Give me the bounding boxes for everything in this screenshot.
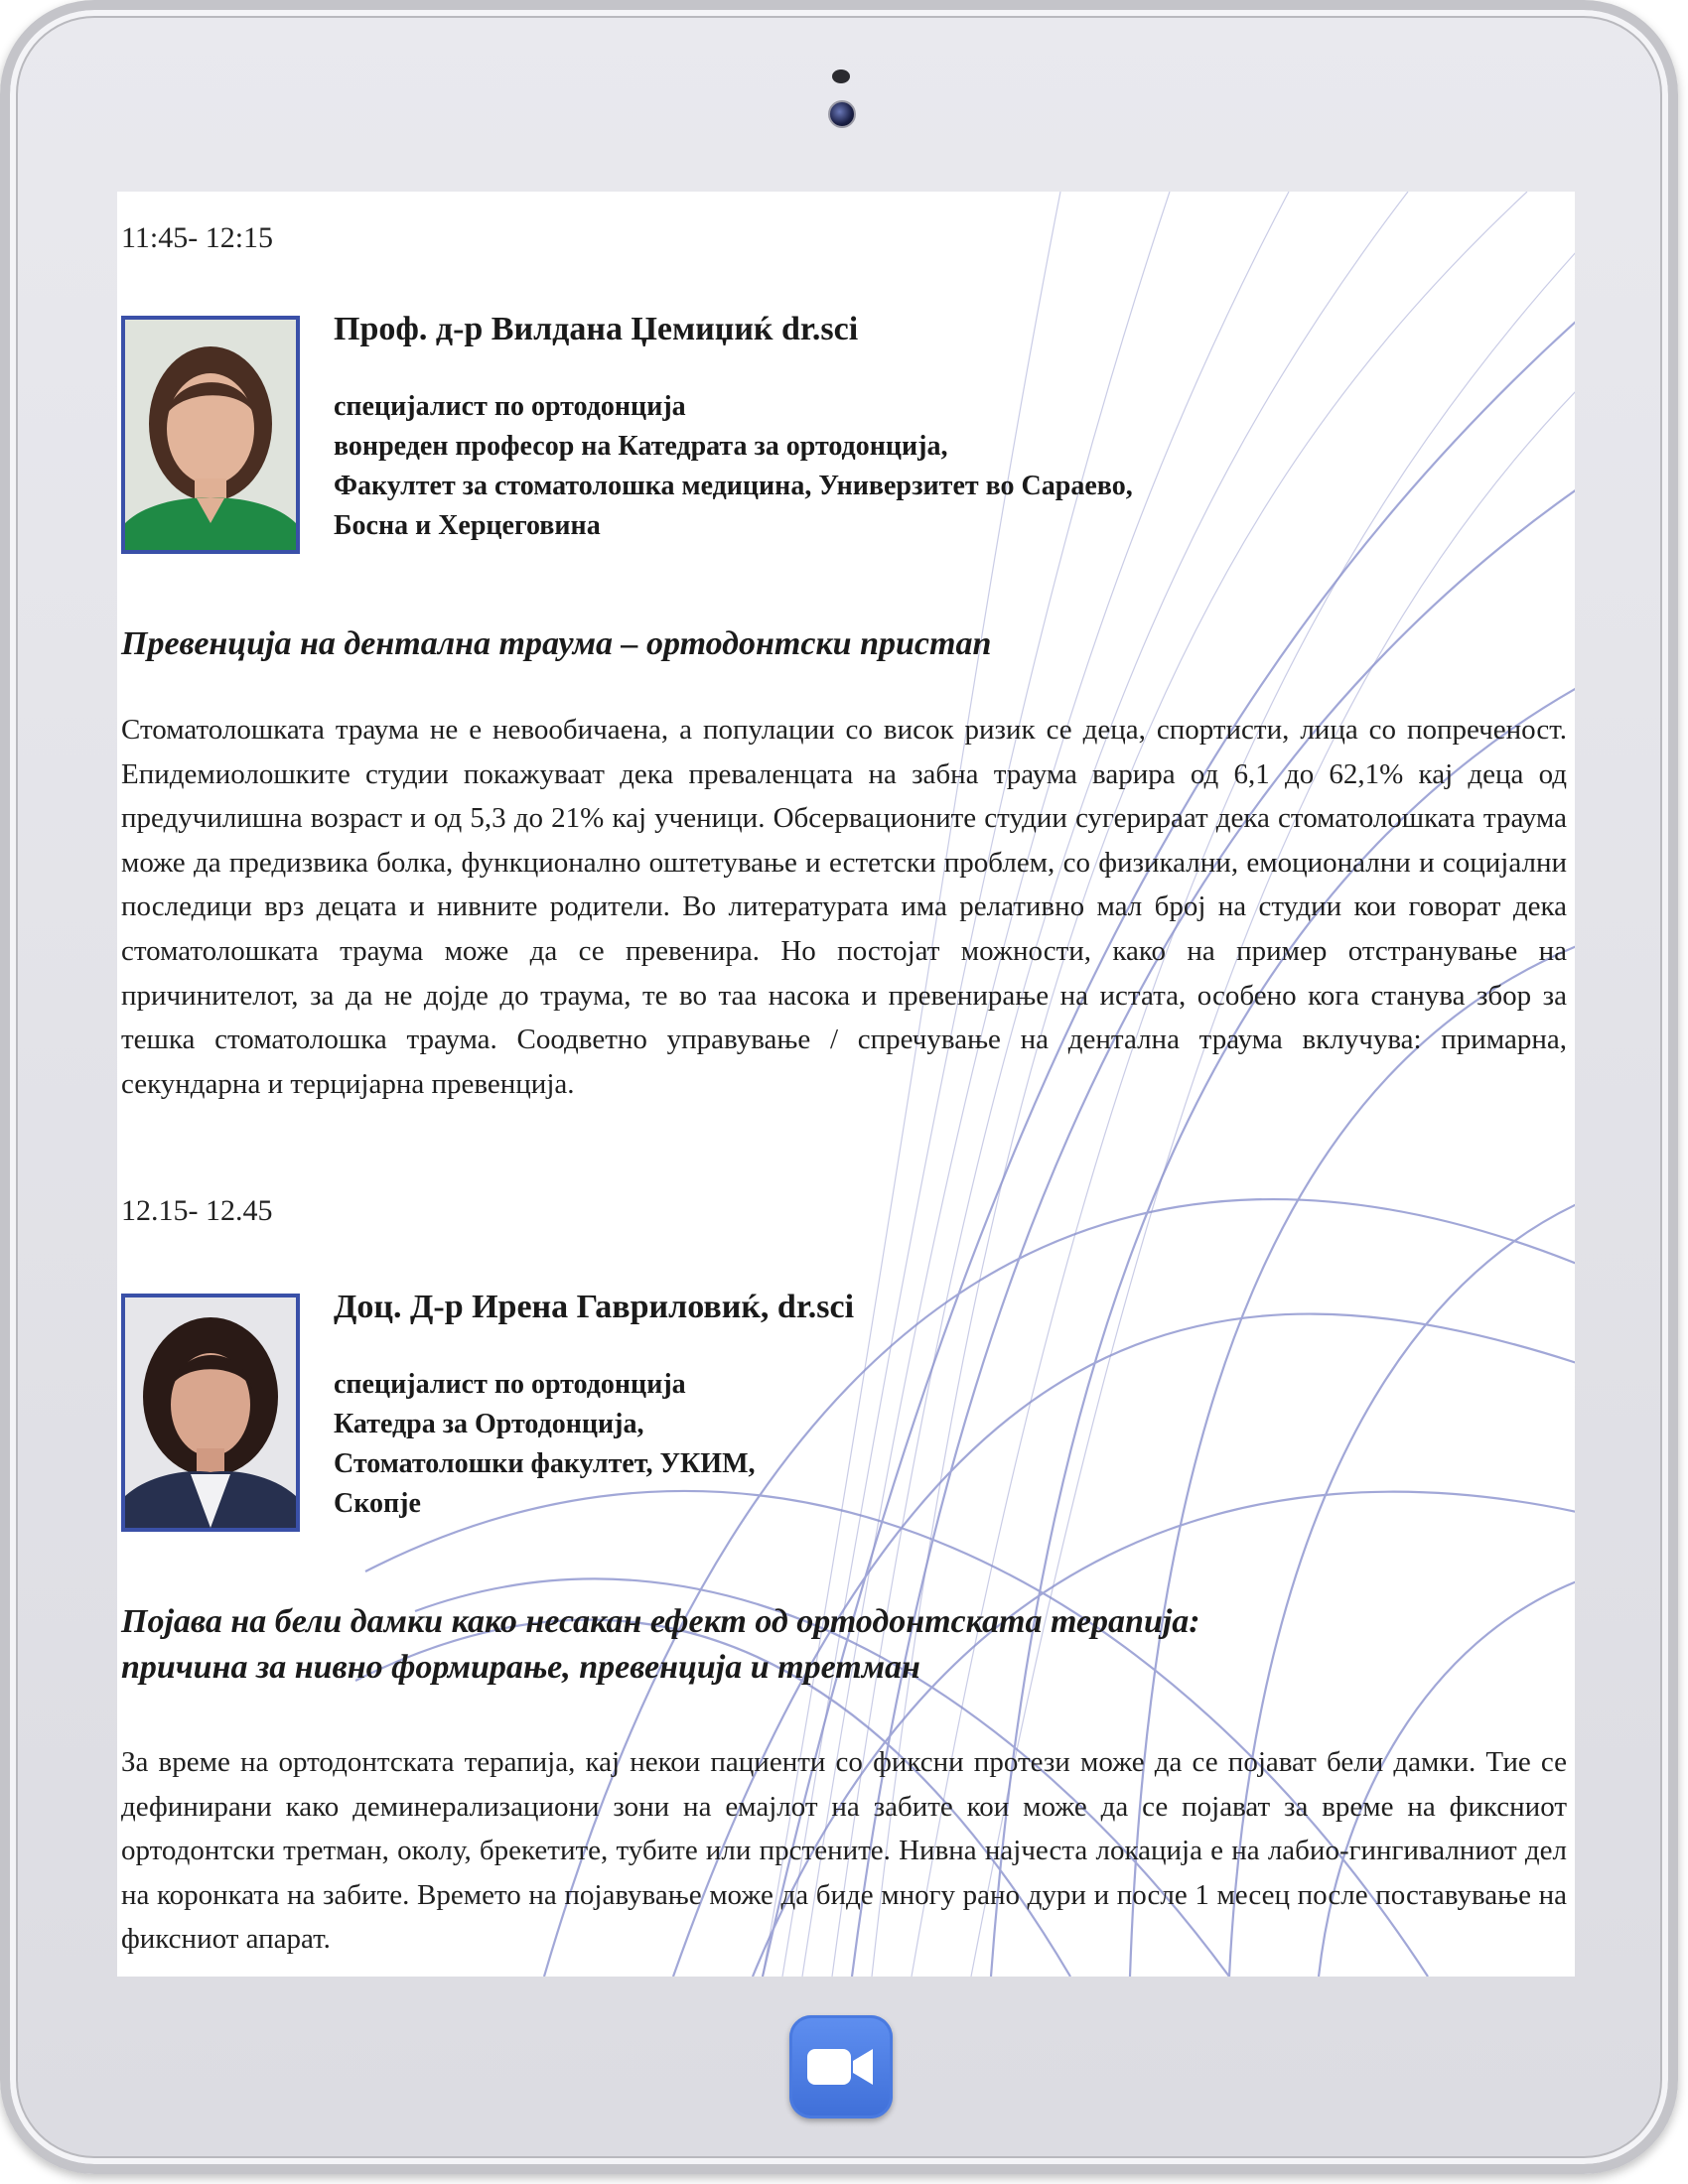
talk-title-line: причина за нивно формирање, превенција и третман xyxy=(121,1649,920,1686)
affiliation-line: Скопје xyxy=(334,1488,421,1519)
affiliation-line: Стоматолошки факултет, УКИМ, xyxy=(334,1448,756,1479)
affiliation-line: Факултет за стоматолошка медицина, Универзитет во Сараево, xyxy=(334,471,1133,501)
talk-title-line: Појава на бели дамки како несакан ефект од ортодонтската терапија: xyxy=(121,1603,1200,1640)
speaker-affiliation xyxy=(334,387,1133,546)
speaker-photo xyxy=(121,316,300,554)
speaker-portrait-icon xyxy=(125,320,296,550)
talk-title: Превенција на дентална траума – ортодонтски пристап xyxy=(121,625,992,662)
talk-abstract: Стоматолошката траума не е невообичаена, а популации со висок ризик се деца, спортисти, лица со попреченост. Епидемиолошките студии покажуваат дека преваленцата на забна траума варира од 6,1 до 62,1% кај деца од предучилишна возраст и од 5,3 до 21% кај ученици. Обсервационите студии сугерираат дека стоматолошката траума може да предизвика болка, функционално оштетување и естетски проблем, со физикални, емоционални и социјални последици врз децата и нивните родители. Во литературата има релативно мал број на студии кои говорат дека стоматолошката траума може да се превенира. Но постојат можности, како на пример отстранување на причинителот, за да не дојде до траума, те во таа насока и превенирање на истата, особено кога станува збор за тешка стоматолошка траума. Соодветно управување / спречување на дентална траума вклучува: примарна, секундарна и терцијарна превенција. xyxy=(121,714,1567,1100)
program-page xyxy=(117,192,1575,1977)
affiliation-line: Катедра за Ортодонција, xyxy=(334,1409,644,1439)
front-camera-icon xyxy=(828,100,856,128)
screen xyxy=(117,192,1575,1977)
session-time: 12.15- 12.45 xyxy=(121,1194,273,1227)
speaker-portrait-icon xyxy=(125,1297,296,1528)
speaker-name: Доц. Д-р Ирена Гавриловиќ, dr.sci xyxy=(334,1289,855,1325)
talk-title xyxy=(121,1599,1571,1691)
video-call-button[interactable] xyxy=(789,2015,893,2118)
affiliation-line: специјалист по ортодонција xyxy=(334,391,686,422)
session-time: 11:45- 12:15 xyxy=(121,221,274,254)
affiliation-line: специјалист по ортодонција xyxy=(334,1369,686,1400)
video-camera-icon xyxy=(807,2045,875,2089)
sensor-icon xyxy=(832,69,850,83)
talk-abstract: За време на ортодонтската терапија, кај некои пациенти со фиксни протези може да се појават бели дамки. Тие се дефинирани како деминерализациони зони на емајлот на забите кои може да се појават за време на фиксниот ортодонтски третман, околу, брекетите, тубите или прстените. Нивна најчеста локација е на лабио-гингивалниот дел на коронката на забите. Времето на појавување може да биде многу рано дури и после 1 месец после поставување на фиксниот апарат. xyxy=(121,1746,1567,1956)
speaker-name: Проф. д-р Вилдана Џемиџиќ dr.sci xyxy=(334,311,859,347)
affiliation-line: вонреден професор на Катедрата за ортодонција, xyxy=(334,431,948,462)
speaker-photo xyxy=(121,1294,300,1532)
affiliation-line: Босна и Херцеговина xyxy=(334,510,601,541)
speaker-affiliation xyxy=(334,1365,756,1524)
